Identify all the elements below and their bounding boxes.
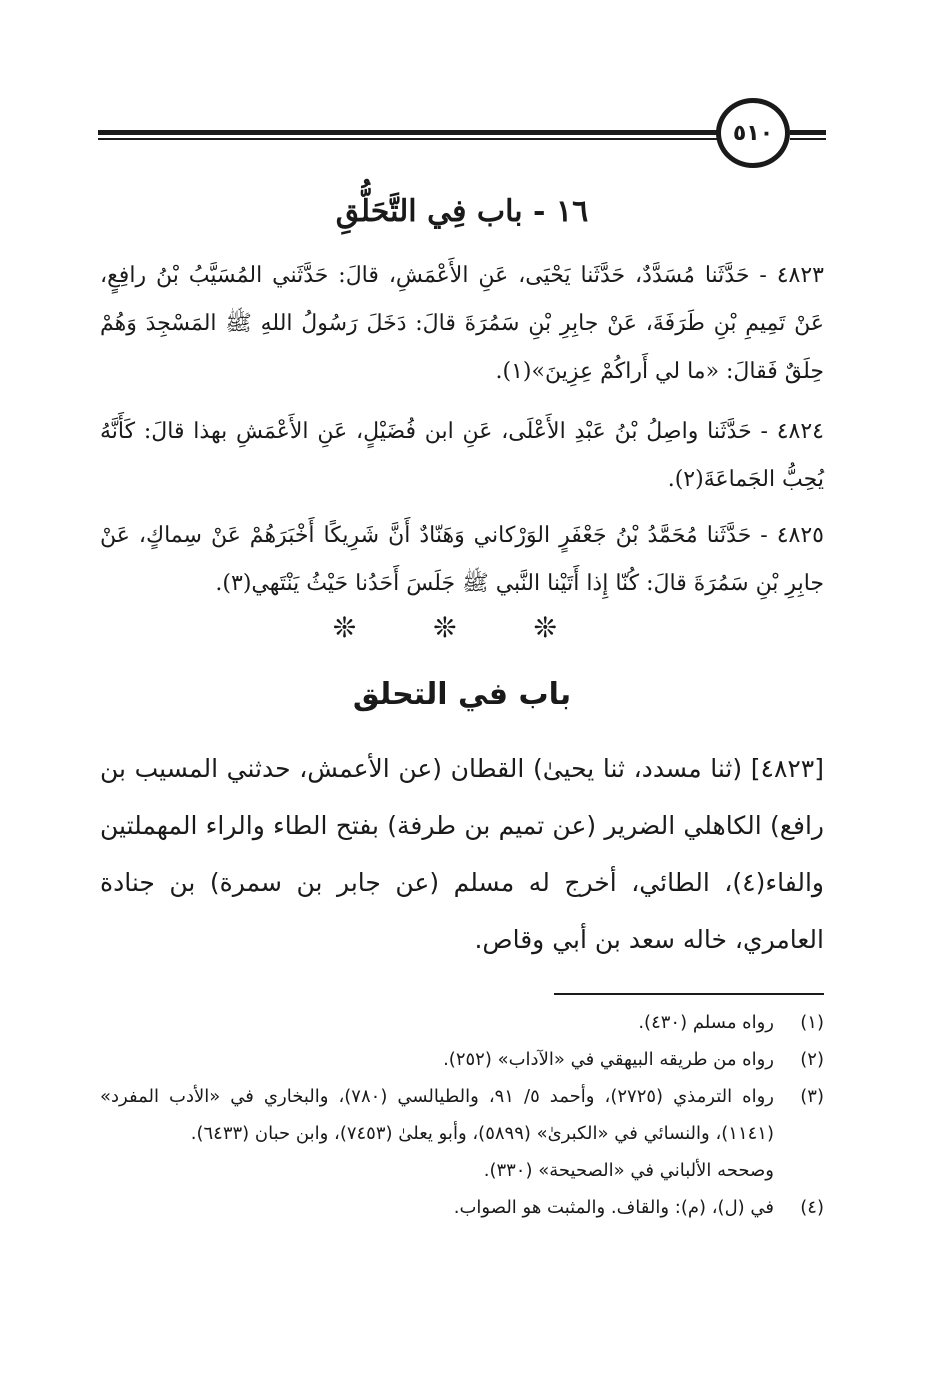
footnote-number: (٢) <box>800 1049 824 1070</box>
footnote-number: (٣) <box>800 1086 824 1107</box>
footnote-3-continuation: وصححه الألباني في «الصحيحة» (٣٣٠). <box>483 1160 774 1181</box>
hadith-4825: ٤٨٢٥ - حَدَّثَنا مُحَمَّدُ بْنُ جَعْفَرٍ الوَرْكاني وَهَنّادٌ أَنَّ شَرِيكًا أَخْبَرَهُمْ عَنْ سِماكٍ، عَنْ جابِرِ بْنِ سَمُرَةَ قالَ: كُنّا إِذا أَتَيْنا النَّبي ﷺ جَلَسَ أَحَدُنا حَيْثُ يَنْتَهي(٣). <box>100 523 824 596</box>
footnote-rule <box>554 993 824 995</box>
commentary-text: [٤٨٢٣] (ثنا مسدد، ثنا يحيىٰ) القطان (عن الأعمش، حدثني المسيب بن رافع) الكاهلي الضرير (عن تميم بن طرفة) بفتح الطاء والراء المهملتين والفاء(٤)، الطائي، أخرج له مسلم (عن جابر بن سمرة) بن جنادة العامري، خاله سعد بن أبي وقاص. <box>100 754 824 954</box>
footnotes <box>100 1004 824 1226</box>
footnote-number: (١) <box>800 1012 824 1033</box>
footnote-number: (٤) <box>800 1197 824 1218</box>
footnote-text: رواه من طريقه البيهقي في «الآداب» (٢٥٢). <box>443 1049 774 1070</box>
footnote-text: رواه الترمذي (٢٧٢٥)، وأحمد ٥/ ٩١، والطيالسي (٧٨٠)، والبخاري في «الأدب المفرد» (١١٤١)، والنسائي في «الكبرىٰ» (٥٨٩٩)، وأبو يعلىٰ (٧٤٥٣)، وابن حبان (٦٤٣٣). <box>100 1086 774 1144</box>
header-rule <box>98 130 718 140</box>
page-number: ٥١٠ <box>716 98 790 168</box>
chapter-heading: ١٦ - باب فِي التَّحَلُّقِ <box>335 194 589 229</box>
footnote-text: رواه مسلم (٤٣٠). <box>638 1012 774 1033</box>
footnote-1 <box>100 1004 824 1041</box>
footnote-3 <box>100 1078 824 1152</box>
hadith-4823: ٤٨٢٣ - حَدَّثَنا مُسَدَّدٌ، حَدَّثَنا يَحْيَى، عَنِ الأَعْمَشِ، قالَ: حَدَّثَني المُسَيَّبُ بْنُ رافِعٍ، عَنْ تَمِيمِ بْنِ طَرَفَةَ، عَنْ جابِرِ بْنِ سَمُرَةَ قالَ: دَخَلَ رَسُولُ اللهِ ﷺ المَسْجِدَ وَهُمْ حِلَقٌ فَقالَ: «ما لي أَراكُمْ عِزِينَ»(١). <box>100 263 824 384</box>
header-rule-right <box>790 130 826 140</box>
section-separator: ❊ ❊ ❊ <box>332 611 592 644</box>
footnote-text: في (ل)، (م): والقاف. والمثبت هو الصواب. <box>453 1197 774 1218</box>
footnote-2 <box>100 1041 824 1078</box>
commentary-heading: باب في التحلق <box>352 677 572 712</box>
footnote-4 <box>100 1189 824 1226</box>
hadith-4824: ٤٨٢٤ - حَدَّثَنا واصِلُ بْنُ عَبْدِ الأَعْلَى، عَنِ ابن فُضَيْلٍ، عَنِ الأَعْمَشِ بهذا قالَ: كَأَنَّهُ يُحِبُّ الجَماعَةَ(٢). <box>100 419 824 492</box>
